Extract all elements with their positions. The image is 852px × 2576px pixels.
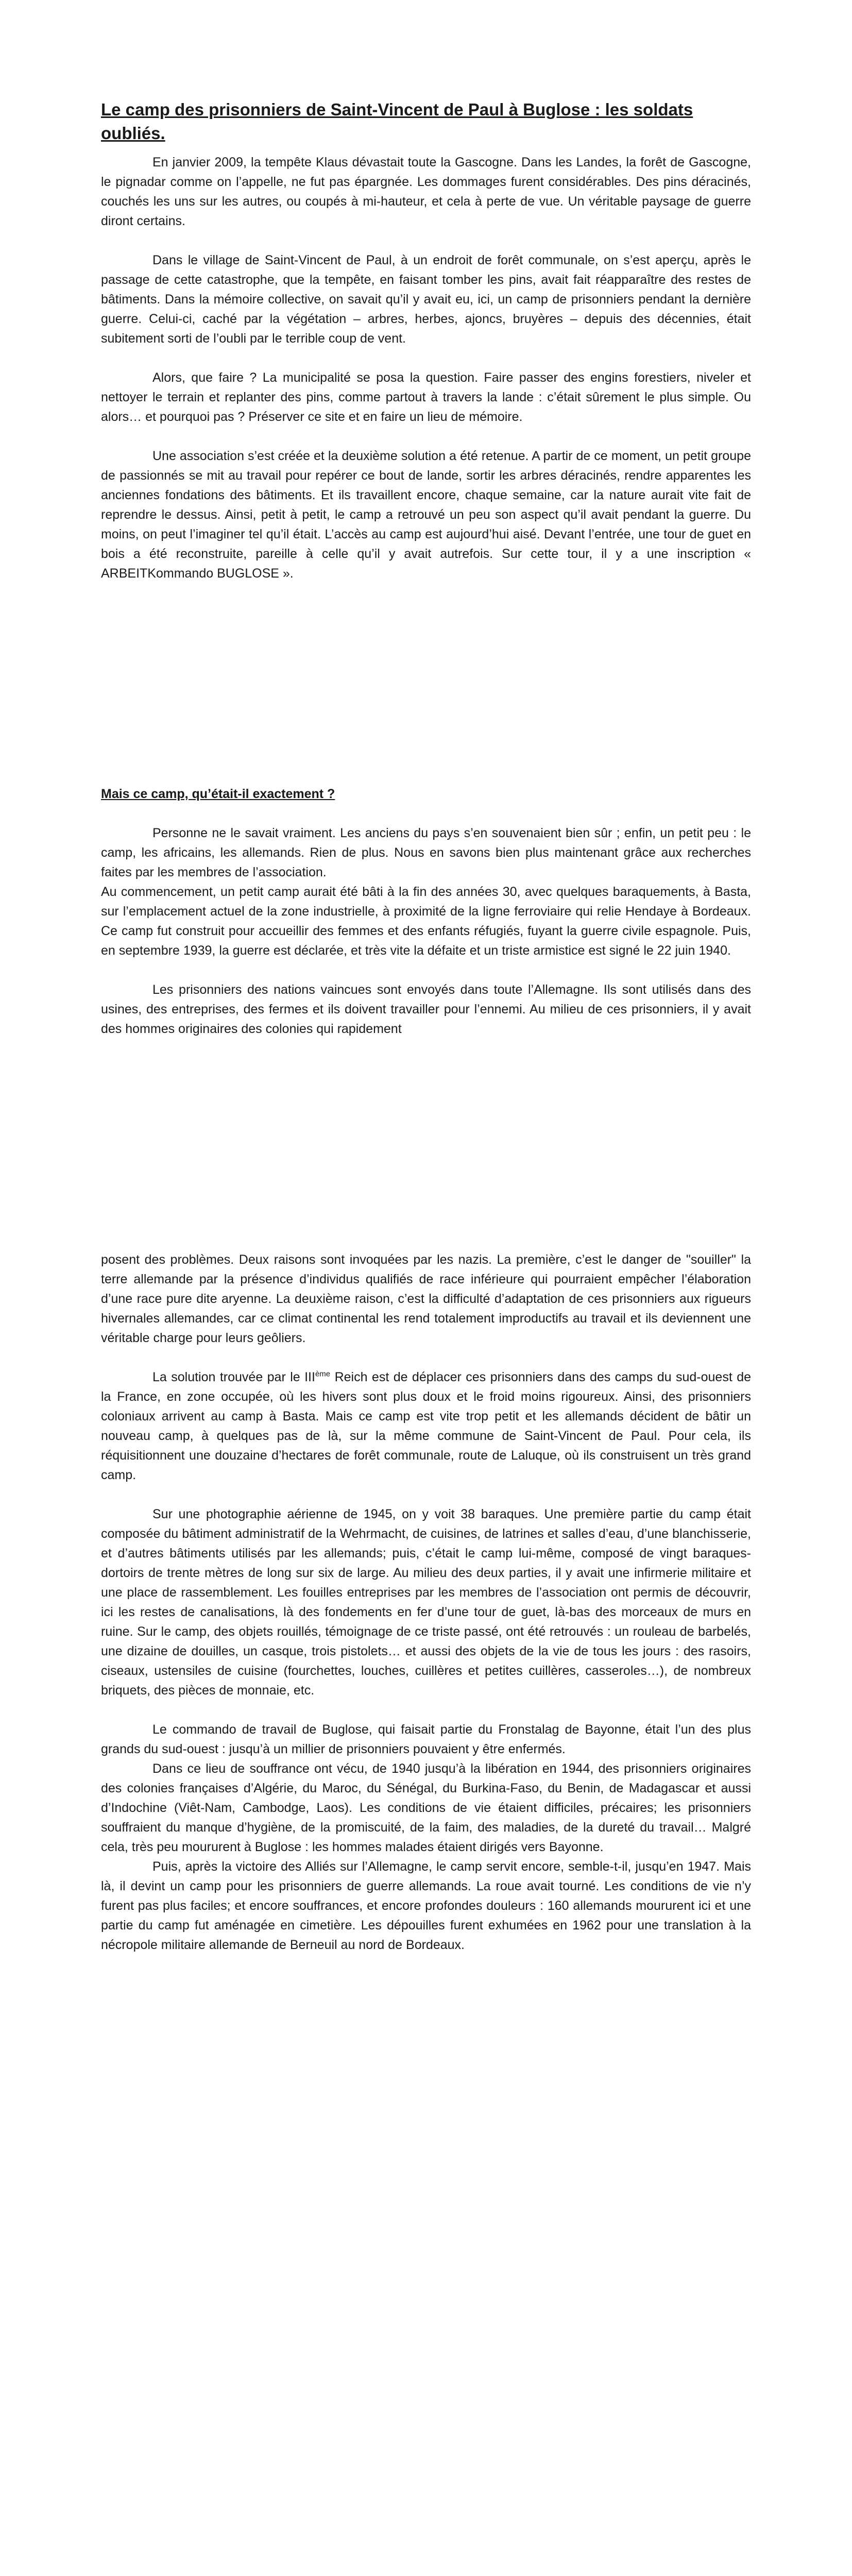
article-title: Le camp des prisonniers de Saint-Vincent de Paul à Buglose : les soldats oubliés. [101,100,693,143]
paragraph: Sur une photographie aérienne de 1945, on y voit 38 baraques. Une première partie du camp était composée du bâtiment administratif de la Wehrmacht, de cuisines, de latrines et salles d’eau, d’une blanchisserie, et d’autres bâtiments utilisés par les allemands; puis, c’était le camp lui-même, composé de vingt baraques-dortoirs de trente mètres de long sur six de large. Au milieu des deux parties, il y avait une infirmerie militaire et une place de rassemblement. Les fouilles entreprises par les membres de l’association ont permis de découvrir, ici les restes de canalisations, là des fondements en fer d’une tour de guet, là-bas des morceaux de murs en ruine. Sur le camp, des objets rouillés, témoignage de ce triste passé, ont été retrouvés : un rouleau de barbelés, une dizaine de douilles, un casque, trois pistolets… et aussi des objets de la vie de tous les jours : des rasoirs, ciseaux, ustensiles de cuisine (fourchettes, louches, cuillères et petites cuillères, casseroles…), de nombreux briquets, des pièces de monnaie, etc. [101,1507,751,1698]
paragraph: En janvier 2009, la tempête Klaus dévastait toute la Gascogne. Dans les Landes, la forêt de Gascogne, le pignadar comme on l’appelle, ne fut pas épargnée. Les dommages furent considérables. Des pins déracinés, couchés les uns sur les autres, ou coupés à mi-hauteur, et cela à perte de vue. Un véritable paysage de guerre diront certains. [101,155,751,228]
paragraph-text: Reich est de déplacer ces prisonniers dans des camps du sud-ouest de la France, en zone occupée, où les hivers sont plus doux et le froid moins rigoureux. Ainsi, des prisonniers coloniaux arrivent au camp à Basta. Mais ce camp est vite trop petit et les allemands décident de bâtir un nouveau camp, à quelques pas de là, sur la même commune de Saint-Vincent de Paul. Pour cela, ils réquisitionnent une douzaine d’hectares de forêt communale, route de Laluque, où ils construisent un très grand camp. [101,1370,752,1482]
paragraph: Personne ne le savait vraiment. Les anciens du pays s’en souvenaient bien sûr ; enfin, un petit peu : le camp, les africains, les allemands. Rien de plus. Nous en savons bien plus maintenant grâce aux recherches faites par les membres de l’association. [101,826,751,879]
ordinal-suffix: ème [315,1369,331,1379]
paragraph: Une association s’est créée et la deuxième solution a été retenue. A partir de ce moment, un petit groupe de passionnés se mit au travail pour repérer ce bout de lande, sortir les arbres déracinés, rendre apparentes les anciennes fondations des bâtiments. Et ils travaillent encore, chaque semaine, car la nature aurait vite fait de reprendre le dessus. Ainsi, petit à petit, le camp a retrouvé un peu son aspect qu’il avait pendant la guerre. Du moins, on peut l’imaginer tel qu’il était. L’accès au camp est aujourd’hui aisé. Devant l’entrée, une tour de guet en bois a été reconstruite, pareille à celle qu’il y avait autrefois. Sur cette tour, il y a une inscription « ARBEITKommando BUGLOSE ». [101,449,751,581]
paragraph: Les prisonniers des nations vaincues sont envoyés dans toute l’Allemagne. Ils sont utilisés dans des usines, des entreprises, des fermes et ils doivent travailler pour l’ennemi. Au milieu de ces prisonniers, il y avait des hommes originaires des colonies qui rapidement [101,982,751,1036]
section-camp-life [101,1250,751,1955]
paragraph: Alors, que faire ? La municipalité se posa la question. Faire passer des engins forestiers, niveler et nettoyer le terrain et replanter des pins, comme partout à travers la lande : c’était sûrement le plus simple. Ou alors… et pourquoi pas ? Préserver ce site et en faire un lieu de mémoire. [101,370,751,424]
paragraph: posent des problèmes. Deux raisons sont invoquées par les nazis. La première, c’est le danger de "souiller" la terre allemande par la présence d’individus qualifiés de race inférieure qui pourraient empêcher l’élaboration d’une race pure dite aryenne. La deuxième raison, c’est la difficulté d’adaptation de ces prisonniers aux rigueurs hivernales allemandes, car ce climat continental les rend totalement improductifs au travail et ils deviennent une véritable charge pour leurs geôliers. [101,1252,751,1345]
section-history [101,784,751,1039]
section-intro [101,152,751,583]
paragraph: Au commencement, un petit camp aurait été bâti à la fin des années 30, avec quelques baraquements, à Basta, sur l’emplacement actuel de la zone industrielle, à proximité de la ligne ferroviaire qui relie Hendaye à Bordeaux. Ce camp fut construit pour accueillir des femmes et des enfants réfugiés, fuyant la guerre civile espagnole. Puis, en septembre 1939, la guerre est déclarée, et très vite la défaite et un triste armistice est signé le 22 juin 1940. [101,885,751,958]
paragraph: Dans le village de Saint-Vincent de Paul, à un endroit de forêt communale, on s’est aperçu, après le passage de cette catastrophe, que la tempête, en faisant tomber les pins, avait fait réapparaître des restes de bâtiments. Dans la mémoire collective, on savait qu’il y avait eu, ici, un camp de prisonniers pendant la dernière guerre. Celui-ci, caché par la végétation – arbres, herbes, ajoncs, bruyères – depuis des décennies, était subitement sorti de l’oubli par le terrible coup de vent. [101,253,751,346]
paragraph: Le commando de travail de Buglose, qui faisait partie du Fronstalag de Bayonne, était l’un des plus grands du sud-ouest : jusqu’à un millier de prisonniers pouvaient y être enfermés. [101,1722,751,1756]
paragraph-text: La solution trouvée par le III [152,1370,315,1384]
paragraph: Puis, après la victoire des Alliés sur l’Allemagne, le camp servit encore, semble-t-il, jusqu’en 1947. Mais là, il devint un camp pour les prisonniers de guerre allemands. La roue avait tourné. Les conditions de vie n’y furent pas plus faciles; et encore souffrances, et encore profondes douleurs : 160 allemands moururent ici et une partie du camp fut aménagée en cimetière. Les dépouilles furent exhumées en 1962 pour une translation à la nécropole militaire allemande de Berneuil au nord de Bordeaux. [101,1859,751,1952]
paragraph [101,1367,751,1485]
section-subheading: Mais ce camp, qu’était-il exactement ? [101,787,335,801]
paragraph: Dans ce lieu de souffrance ont vécu, de 1940 jusqu’à la libération en 1944, des prisonniers originaires des colonies françaises d’Algérie, du Maroc, du Sénégal, du Burkina-Faso, du Benin, de Madagascar et aussi d’Indochine (Viêt-Nam, Cambodge, Laos). Les conditions de vie étaient difficiles, précaires; les prisonniers souffraient du manque d’hygiène, de la promiscuité, de la faim, des maladies, de la dureté du travail… Malgré cela, très peu moururent à Buglose : les hommes malades étaient dirigés vers Bayonne. [101,1761,751,1854]
